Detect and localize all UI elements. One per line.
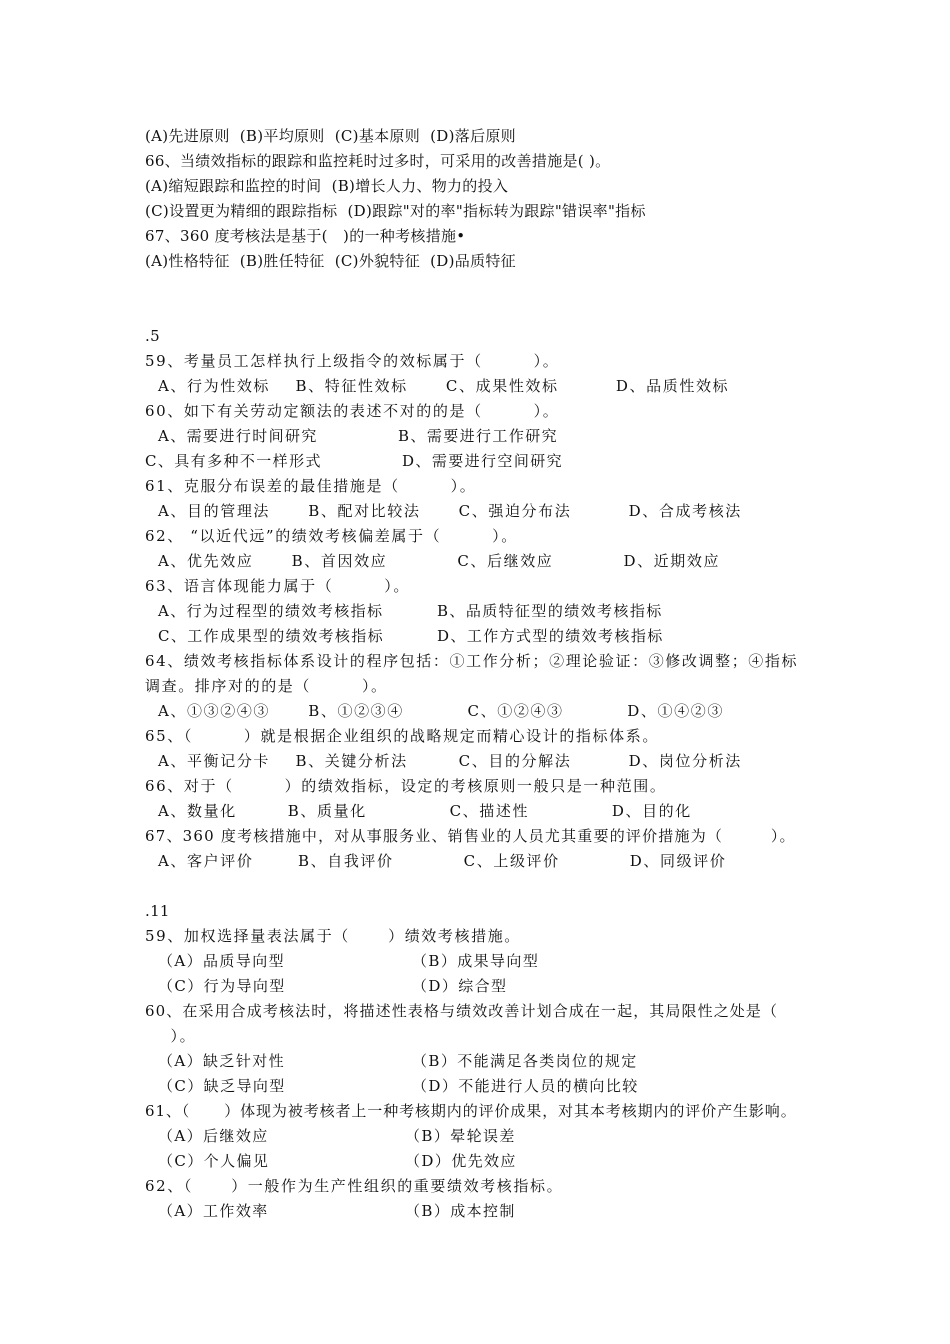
options-62: A、优先效应 B、首因效应 C、后继效应 D、近期效应	[158, 552, 721, 570]
options-64: A、①③②④③ B、①②③④ C、①②④③ D、①④②③	[158, 702, 724, 720]
option-59-b: （B）成果导向型	[412, 952, 540, 970]
question-64-line2: 调查。排序对的的是（ ）。	[145, 677, 388, 695]
question-66-b: 66、对于（ ）的绩效指标，设定的考核原则一般只是一种范围。	[145, 777, 667, 795]
section-heading-11: .11	[145, 902, 170, 920]
options-65: (A)先进原则 (B)平均原则 (C)基本原则 (D)落后原则	[145, 127, 516, 145]
option-63-d: D、工作方式型的绩效考核指标	[437, 627, 664, 645]
question-62-c: 62、（ ）一般作为生产性组织的重要绩效考核指标。	[145, 1177, 564, 1195]
question-67-b: 67、360 度考核措施中，对从事服务业、销售业的人员尤其重要的评价措施为（ ）。	[145, 827, 796, 845]
option-61-c-b: （B）晕轮误差	[405, 1127, 516, 1145]
section-heading: .5	[145, 327, 160, 345]
option-60-a: A、需要进行时间研究	[158, 427, 318, 445]
question-65: 65、（ ）就是根据企业组织的战略规定而精心设计的指标体系。	[145, 727, 659, 745]
option-59-c: （C）行为导向型	[158, 977, 286, 995]
option-61-c-d: （D）优先效应	[405, 1152, 517, 1170]
option-59-a: （A）品质导向型	[158, 952, 286, 970]
options-59: A、行为性效标 B、特征性效标 C、成果性效标 D、品质性效标	[158, 377, 730, 395]
options-67: (A)性格特征 (B)胜任特征 (C)外貌特征 (D)品质特征	[145, 252, 516, 270]
question-67: 67、360 度考核法是基于( )的一种考核措施•	[145, 227, 466, 245]
option-60-c: C、具有多种不一样形式	[145, 452, 322, 470]
option-60-b: B、需要进行工作研究	[398, 427, 559, 445]
options-66-cd: (C)设置更为精细的跟踪指标 (D)跟踪"对的率"指标转为跟踪"错误率"指标	[145, 202, 646, 220]
options-67-b: A、客户评价 B、自我评价 C、上级评价 D、同级评价	[158, 852, 727, 870]
option-61-c-a: （A）后继效应	[158, 1127, 269, 1145]
question-59-c: 59、加权选择量表法属于（ ）绩效考核措施。	[145, 927, 521, 945]
option-62-c-b: （B）成本控制	[405, 1202, 516, 1220]
option-63-b: B、品质特征型的绩效考核指标	[437, 602, 663, 620]
question-60-c-line2: ）。	[145, 1027, 197, 1045]
option-60-c-d: （D）不能进行人员的横向比较	[412, 1077, 639, 1095]
question-64-line1: 64、绩效考核指标体系设计的程序包括：①工作分析；②理论验证：③修改调整；④指标	[145, 652, 799, 670]
option-59-d: （D）综合型	[412, 977, 508, 995]
question-66: 66、当绩效指标的跟踪和监控耗时过多时，可采用的改善措施是( )。	[145, 152, 611, 170]
option-60-c-b: （B）不能满足各类岗位的规定	[412, 1052, 638, 1070]
option-63-c: C、工作成果型的绩效考核指标	[158, 627, 385, 645]
question-62: 62、 “以近代远”的绩效考核偏差属于（ ）。	[145, 527, 518, 545]
question-61: 61、克服分布误差的最佳措施是（ ）。	[145, 477, 477, 495]
options-66-b: A、数量化 B、质量化 C、描述性 D、目的化	[158, 802, 692, 820]
question-59: 59、考量员工怎样执行上级指令的效标属于（ ）。	[145, 352, 560, 370]
options-61: A、目的管理法 B、配对比较法 C、强迫分布法 D、合成考核法	[158, 502, 742, 520]
option-60-c-a: （A）缺乏针对性	[158, 1052, 286, 1070]
option-61-c-c: （C）个人偏见	[158, 1152, 270, 1170]
question-60: 60、如下有关劳动定额法的表述不对的的是（ ）。	[145, 402, 560, 420]
question-60-c-line1: 60、在采用合成考核法时，将描述性表格与绩效改善计划合成在一起，其局限性之处是（	[145, 1002, 779, 1020]
options-65-b: A、平衡记分卡 B、关键分析法 C、目的分解法 D、岗位分析法	[158, 752, 742, 770]
question-63: 63、语言体现能力属于（ ）。	[145, 577, 410, 595]
option-60-c-c: （C）缺乏导向型	[158, 1077, 286, 1095]
option-62-c-a: （A）工作效率	[158, 1202, 269, 1220]
option-63-a: A、行为过程型的绩效考核指标	[158, 602, 384, 620]
options-66-ab: (A)缩短跟踪和监控的时间 (B)增长人力、物力的投入	[145, 177, 509, 195]
option-60-d: D、需要进行空间研究	[402, 452, 564, 470]
question-61-c: 61、（ ）体现为被考核者上一种考核期内的评价成果，对其本考核期内的评价产生影响。	[145, 1102, 797, 1120]
